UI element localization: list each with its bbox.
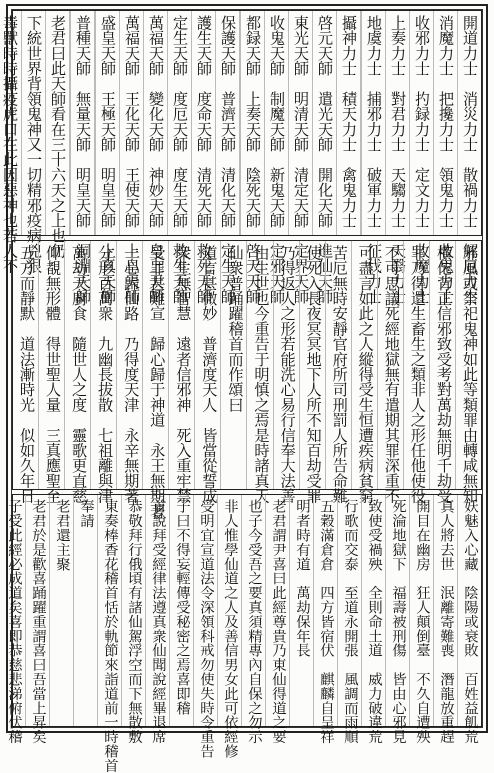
text-column: 老君還主聚 (49, 495, 73, 726)
text-column: 萬劫天廚食 隨世人之度 靈歌更直慈 (64, 241, 90, 489)
text-column: 真人將去世 泯離寄難喪 潛龍放重趕 (433, 495, 457, 726)
text-column: 萬福天師 王化天師 王使天師 上皇天師 (119, 11, 143, 235)
text-column: 毒獸時時攝疫虎口在此因惡神也若人不 (0, 11, 21, 235)
text-column: 恭敬拜行俄頃有諸仙駕浮空而下無散敷 (121, 495, 145, 726)
text-column: 受罪甚難宣 歸心歸于神道 永王無期著 (142, 241, 168, 489)
text-column: 子曰不得妄輕傳受秘密之焉喜即稽 (169, 495, 193, 726)
text-column: 罪乃得還生畜生之類非人之形任他使役 (403, 241, 429, 489)
text-column: 東光天師 明清天師 清定天師 定界天師 (288, 11, 312, 235)
text-column: 由生世也今重告于明慎之焉是時諸真天 (246, 241, 272, 489)
text-column: 萬福天師 變化天師 神妙天師 皇上天師 (143, 11, 167, 235)
bottom-register (6, 494, 482, 773)
text-column: 都録天師 上奏天師 陰死天師 啓天天師 (240, 11, 264, 235)
text-column: 使死入長夜冥冥地下人所不知百劫受罪 (299, 241, 325, 489)
text-column: 東奏棒香花稽首恬於軌節來詣道前一時稽首 (97, 495, 121, 726)
text-column: 一心歸仙路 乃得度天津 永辛無期著 (116, 241, 142, 489)
text-column: 子受此經必成道矣喜即恭慈悲涕俯伏稽 (6, 499, 22, 744)
text-column: 衆生無智慧 遠者信邪神 死入重牢禁 (168, 241, 194, 489)
text-column: 橫佗背正信邪致受考對萬劫無明千劫受 (429, 241, 455, 489)
text-column: 道言甚微妙 普濟度天人 皆當從誓成 (194, 241, 220, 489)
text-column: 乃得返人之形若能洗心易行信奉大法善 (273, 241, 299, 489)
text-column: 護生天師 度命天師 清死天師 救死天師 (191, 11, 215, 235)
text-column: 奉請 (73, 495, 97, 726)
text-column: 妖魅入心藏 陰陽或衰敗 百姓益飢荒 (457, 495, 481, 726)
text-column: 邪風或祭祀鬼神如此等類罪由轉咸無知 (455, 241, 481, 489)
text-column: 首說拜受經律法遵真衆仙聞說經畢退席 (145, 495, 169, 726)
text-column: 受明宜宣道法令深領科戒勿使失時令重告 (193, 495, 217, 726)
text-column: 分形百萬衆 九幽長拔散 七祖離與津 (90, 241, 116, 489)
text-column: 明者時有道 萬劫保年長 (289, 495, 313, 726)
text-column: 上奏力士 對君力士 天騶力士 天翳力士 (385, 11, 409, 235)
text-column: 行歌而交泰 至道永開張 風調而雨順 (337, 495, 361, 726)
text-column: 消魔力士 把攙力士 領鬼力士 收鬼力士 (433, 11, 457, 235)
text-column: 不可思議死經地獄無有遣期其罪深重不 (377, 241, 403, 489)
text-column: 盛皇天師 王極天師 明皇天師 上真天師 (95, 11, 119, 235)
text-column: 收邪力士 扚録力士 定文力士 收魔力士 (409, 11, 433, 235)
text-column: 老君於是歡喜踊躍重謂喜曰吾當上昇矣 (25, 495, 49, 726)
top-register (1, 10, 482, 304)
text-column: 啓元天師 遣光天師 開化天師 進仙天師 (312, 11, 336, 235)
text-column: 地虞力士 捕邪力士 破軍力士 征伐力士 (361, 11, 385, 235)
text-column: 仰覩無形體 得世聖人量 三真應聖至 (38, 241, 64, 489)
text-column: 致使受禍殃 全則命土道 威力破違荒 (361, 495, 385, 726)
text-column: 非人惟學仙道之人及善信男女此可依經修 (217, 495, 241, 726)
text-column: 保護天師 普濟天師 清化天師 定生天師 (215, 11, 239, 235)
text-column: 五方而靜默 道法漸時光 似如久年日 (17, 245, 36, 504)
text-column: 攝神力士 積天力士 禽鬼力士 (336, 11, 360, 235)
text-column: 死淪地獄下 福壽被刑傷 皆由心邪見 (385, 495, 409, 726)
text-column: 收鬼天師 制魔天師 新鬼天師 定邪天師 (264, 11, 288, 235)
text-column: 也子今受吾之要真須精專內自保之勿示 (241, 495, 265, 726)
text-column: 五穀滿倉倉 四方皆宿伏 麒麟自呈祥 (313, 495, 337, 726)
text-column: 普種天師 無量天師 明皇天師 洞淵天師 (70, 11, 94, 235)
text-column: 下統世界背領鬼神又一切精邪疫病兇狠 (21, 11, 45, 235)
text-column: 開道力士 消災力士 散禍力士 解厄力士 (457, 11, 481, 235)
text-column: 老君謂尹喜曰此經尊貴乃東仙得道之要 (265, 495, 289, 726)
text-column: 仙衆普踊躍稽首而作頌曰 (220, 241, 246, 489)
text-column: 可盡言如此之人縱得受生恒遭疾病貧窮 (351, 241, 377, 489)
text-column: 苦厄無時安靜官府所司刑罰人所告命難 (325, 241, 351, 489)
text-column: 老君曰此天師看在三十六天之上也仍 (45, 11, 69, 235)
text-column: 定生天師 度厄天師 度生天師 救生天師 (167, 11, 191, 235)
text-column: 開目在幽房 狂人顛倒臺 不久自遭殃 (409, 495, 433, 726)
